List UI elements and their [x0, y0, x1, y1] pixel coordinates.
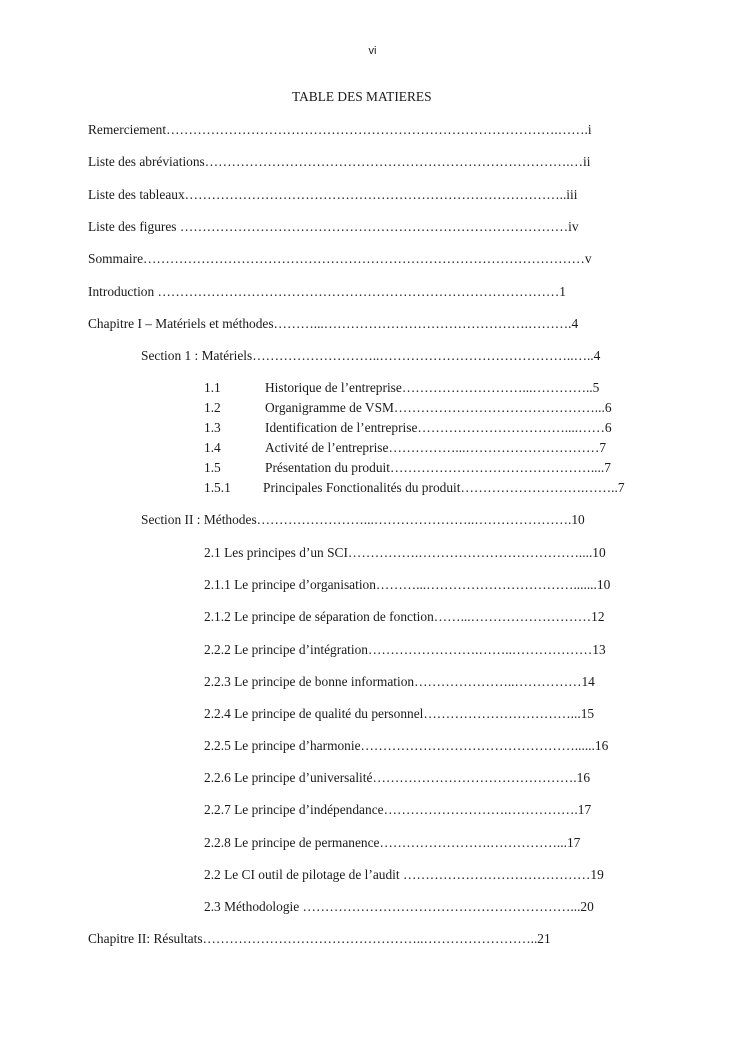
toc-entry-text: Liste des tableaux…………………………………………………………………………..iii [88, 187, 578, 202]
toc-entry-text: Introduction ………………………………………………………………………………1 [88, 284, 566, 299]
toc-entry-number: 1.2 [204, 400, 221, 415]
toc-entry-abreviations[interactable] [88, 153, 658, 171]
toc-entry-sommaire[interactable] [88, 250, 658, 268]
toc-entry-1-5-1[interactable] [204, 479, 658, 497]
toc-entry-text: 2.2.2 Le principe d’intégration…………………….……..………………13 [204, 642, 606, 657]
toc-entry-text: Identification de l’entreprise……………………………....……6 [265, 420, 612, 435]
toc-entry-1-5[interactable] [204, 459, 658, 477]
toc-title: TABLE DES MATIERES [292, 89, 432, 104]
toc-entry-text: 2.2 Le CI outil de pilotage de l’audit ……………………………………19 [204, 867, 604, 882]
toc-entry-2-2-5[interactable] [204, 737, 658, 755]
toc-entry-section-1[interactable] [141, 347, 658, 365]
toc-entry-1-2[interactable] [204, 399, 658, 417]
toc-entry-text: Liste des figures ……………………………………………………………………………iv [88, 219, 579, 234]
toc-entry-2-2-6[interactable] [204, 769, 658, 787]
toc-entry-remerciement[interactable] [88, 121, 658, 139]
toc-entry-text: 2.2.5 Le principe d’harmonie…………………………………………......16 [204, 738, 609, 753]
toc-entry-text: 2.1 Les principes d’un SCI…………….………………………………....10 [204, 545, 606, 560]
toc-entry-chapitre-1[interactable] [88, 315, 658, 333]
toc-entry-text: 2.2.8 Le principe de permanence…………………….……………...17 [204, 835, 581, 850]
toc-entry-2-1[interactable] [204, 544, 658, 562]
toc-entry-number: 1.3 [204, 420, 221, 435]
toc-entry-text: 2.1.2 Le principe de séparation de fonction……...………………………12 [204, 609, 605, 624]
toc-entry-2-2-2[interactable] [204, 641, 658, 659]
toc-entry-2-2-3[interactable] [204, 673, 658, 691]
toc-entry-chapitre-2[interactable] [88, 930, 658, 948]
toc-entry-2-2-4[interactable] [204, 705, 658, 723]
toc-entry-2-2-8[interactable] [204, 834, 658, 852]
toc-entry-introduction[interactable] [88, 283, 658, 301]
toc-entry-text: 2.2.7 Le principe d’indépendance……………………….…………….17 [204, 802, 592, 817]
toc-entry-text: 2.2.6 Le principe d’universalité……………………………………….16 [204, 770, 591, 785]
toc-entry-2-3[interactable] [204, 898, 658, 916]
toc-entry-figures[interactable] [88, 218, 658, 236]
toc-entry-text: 2.2.3 Le principe de bonne information…………………..……………14 [204, 674, 595, 689]
toc-entry-2-1-1[interactable] [204, 576, 658, 594]
toc-entry-2-2-7[interactable] [204, 801, 658, 819]
toc-entry-tableaux[interactable] [88, 186, 658, 204]
toc-entry-number: 1.5 [204, 460, 221, 475]
toc-entry-number: 1.1 [204, 380, 221, 395]
toc-entry-1-1[interactable] [204, 379, 658, 397]
toc-entry-text: Remerciement…………………………………………………………………………….…….i [88, 122, 592, 137]
toc-entry-text: Sommaire………………………………………………………………………………………v [88, 251, 592, 266]
toc-entry-text: Chapitre I – Matériels et méthodes………...……………………………………….……….4 [88, 316, 579, 331]
toc-entry-text: Section 1 : Matériels………………………..……………………………………..…..4 [141, 348, 601, 363]
toc-entry-1-4[interactable] [204, 439, 658, 457]
toc-entry-text: 2.3 Méthodologie ……………………………………………………...20 [204, 899, 594, 914]
toc-entry-text: Historique de l’entreprise………………………...…………..5 [265, 380, 600, 395]
toc-entry-2-2-ci[interactable] [204, 866, 658, 884]
toc-entry-text: Principales Fonctionalités du produit……………………….……..7 [263, 480, 625, 495]
toc-entry-text: Présentation du produit………………………………………....7 [265, 460, 611, 475]
toc-entry-text: Organigramme de VSM………………………………………...6 [265, 400, 612, 415]
toc-entry-number: 1.4 [204, 440, 221, 455]
page-number: vi [368, 45, 377, 57]
toc-entry-text: 2.2.4 Le principe de qualité du personnel……………………………...15 [204, 706, 595, 721]
toc-entry-text: 2.1.1 Le principe d’organisation………...…………………………….......10 [204, 577, 611, 592]
toc-entry-text: Activité de l’entreprise……………...…………………………7 [265, 440, 607, 455]
toc-entry-text: Section II : Méthodes……………………...…………………..………………….10 [141, 512, 585, 527]
toc-entry-2-1-2[interactable] [204, 608, 658, 626]
toc-entry-number: 1.5.1 [204, 480, 231, 495]
toc-entry-text: Liste des abréviations……………………………………………………………………….…ii [88, 154, 591, 169]
toc-entry-text: Chapitre II: Résultats…………………………………………..……………………..21 [88, 931, 551, 946]
toc-entry-section-2[interactable] [141, 511, 658, 529]
toc-entry-1-3[interactable] [204, 419, 658, 437]
